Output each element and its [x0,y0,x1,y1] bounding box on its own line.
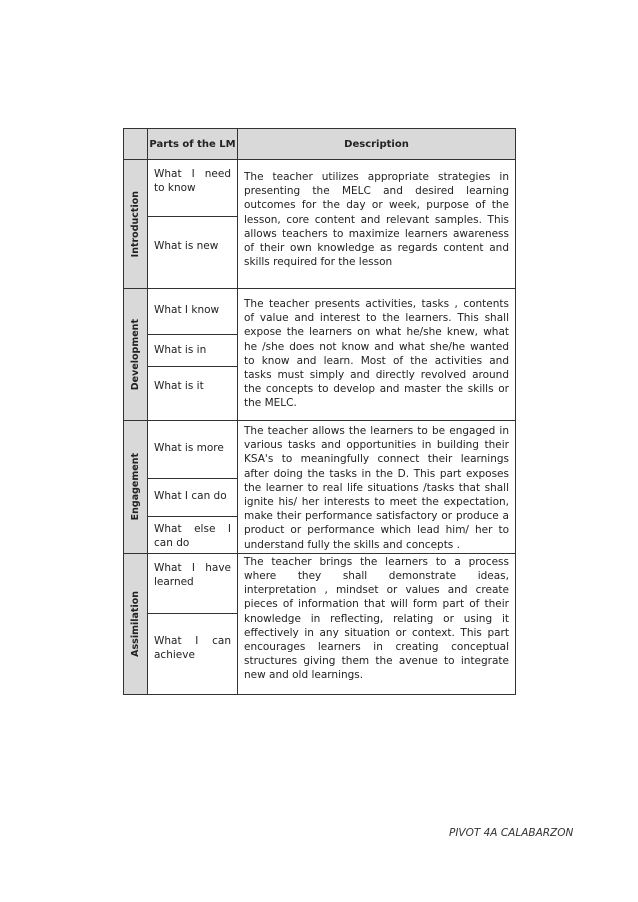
part-cell: What I have learned [148,553,238,613]
table-row [124,289,516,335]
description-cell: The teacher presents activities, tasks , contents of value and interest to the learners. This shall expose the learners on what he/she knew, what he /she does not know and what she/he wanted to know and learn. Most of the activities and tasks must simply and directly revolved around the concepts to develop and master the skills or the MELC. [238,289,516,421]
header-parts: Parts of the LM [148,129,238,160]
table-row [124,421,516,479]
part-cell: What is new [148,217,238,289]
description-cell: The teacher allows the learners to be engaged in various tasks and opportunities in building their KSA's to meaningfully connect their learnings after doing the tasks in the D. This part exposes the learner to real life situations /tasks that shall ignite his/ her interests to meet the expectation, make their performance satisfactory or produce a product or performance which lead him/ her to understand fully the skills and concepts . [238,421,516,554]
table-row [124,160,516,217]
table-header-row [124,129,516,160]
section-label-introduction: Introduction [130,190,141,258]
part-cell: What I can achieve [148,613,238,694]
section-label-cell [124,553,148,694]
header-description: Description [238,129,516,160]
part-cell: What is in [148,335,238,367]
description-cell: The teacher utilizes appropriate strategies in presenting the MELC and desired learning outcomes for the day or week, purpose of the lesson, core content and relevant samples. This allows teachers to maximize learners awareness of their own knowledge as regards content and skills required for the lesson [238,160,516,289]
part-cell: What I need to know [148,160,238,217]
table-row [124,553,516,613]
part-cell: What I can do [148,479,238,516]
section-label-cell [124,160,148,289]
part-cell: What is more [148,421,238,479]
page-footer: PIVOT 4A CALABARZON [449,827,574,839]
section-label-cell [124,421,148,554]
section-label-cell [124,289,148,421]
description-cell: The teacher brings the learners to a process where they shall demonstrate ideas, interpretation , mindset or values and create pieces of information that will form part of their knowledge in reflecting, relating or using it effectively in any situation or context. This part encourages learners in creating conceptual structures giving them the avenue to integrate new and old learnings. [238,553,516,694]
section-label-development: Development [130,318,141,391]
section-label-engagement: Engagement [130,453,141,521]
part-cell: What is it [148,367,238,421]
part-cell: What else I can do [148,516,238,553]
lm-parts-table [123,128,516,695]
header-blank-cell [124,129,148,160]
section-label-assimilation: Assimilation [130,590,141,657]
part-cell: What I know [148,289,238,335]
